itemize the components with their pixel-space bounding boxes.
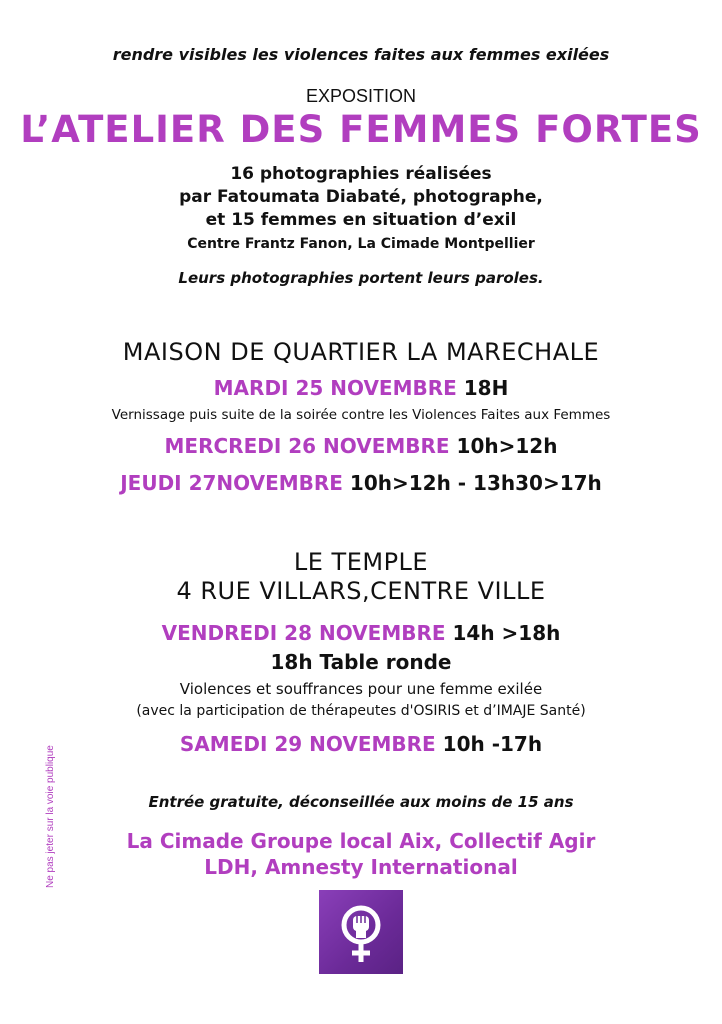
date-time: 10h>12h - 13h30>17h (342, 471, 602, 495)
tagline: rendre visibles les violences faites aux femmes exilées (112, 45, 610, 64)
feminist-fist-symbol-icon (319, 890, 403, 974)
intro-quote: Leurs photographies portent leurs paroles. (178, 269, 544, 287)
venue-2-address: 4 RUE VILLARS,CENTRE VILLE (176, 577, 546, 605)
venue-1-date-1 (0, 376, 722, 400)
exhibition-title: L’ATELIER DES FEMMES FORTES (20, 108, 702, 151)
date-day: VENDREDI 28 NOVEMBRE (161, 621, 446, 645)
date-time: 10h>12h (449, 434, 558, 458)
venue-2-date-1 (0, 621, 722, 645)
venue-2-name: LE TEMPLE (293, 548, 429, 576)
table-ronde-theme: Violences et souffrances pour une femme exilée (179, 680, 543, 698)
date-day: SAMEDI 29 NOVEMBRE (179, 732, 436, 756)
venue-1-date-3 (0, 471, 722, 495)
side-note: Ne pas jeter sur la voie publique (45, 745, 56, 888)
organizers-line-2: LDH, Amnesty International (204, 855, 518, 879)
table-ronde-participants: (avec la participation de thérapeutes d'OSIRIS et d’IMAJE Santé) (136, 703, 586, 719)
date-day: JEUDI 27NOVEMBRE (120, 471, 343, 495)
date-day: MERCREDI 26 NOVEMBRE (164, 434, 450, 458)
venue-1-name: MAISON DE QUARTIER LA MARECHALE (122, 338, 600, 366)
organizers-line-1: La Cimade Groupe local Aix, Collectif Agir (126, 829, 596, 853)
intro-line-3: et 15 femmes en situation d’exil (205, 210, 517, 230)
venue-2-date-2 (0, 732, 722, 756)
vernissage-note: Vernissage puis suite de la soirée contre les Violences Faites aux Femmes (111, 407, 611, 423)
venue-1-date-2 (0, 434, 722, 458)
intro-line-4: Centre Frantz Fanon, La Cimade Montpellier (187, 236, 535, 252)
intro-line-1: 16 photographies réalisées (230, 164, 492, 184)
table-ronde: 18h Table ronde (270, 650, 452, 674)
date-day: MARDI 25 NOVEMBRE (213, 376, 457, 400)
feminist-logo (319, 890, 403, 974)
date-time: 14h >18h (445, 621, 561, 645)
date-time: 18H (456, 376, 509, 400)
date-time: 10h -17h (435, 732, 543, 756)
exposition-kicker: EXPOSITION (305, 86, 417, 106)
entry-info: Entrée gratuite, déconseillée aux moins de 15 ans (148, 793, 574, 811)
intro-line-2: par Fatoumata Diabaté, photographe, (179, 187, 543, 207)
